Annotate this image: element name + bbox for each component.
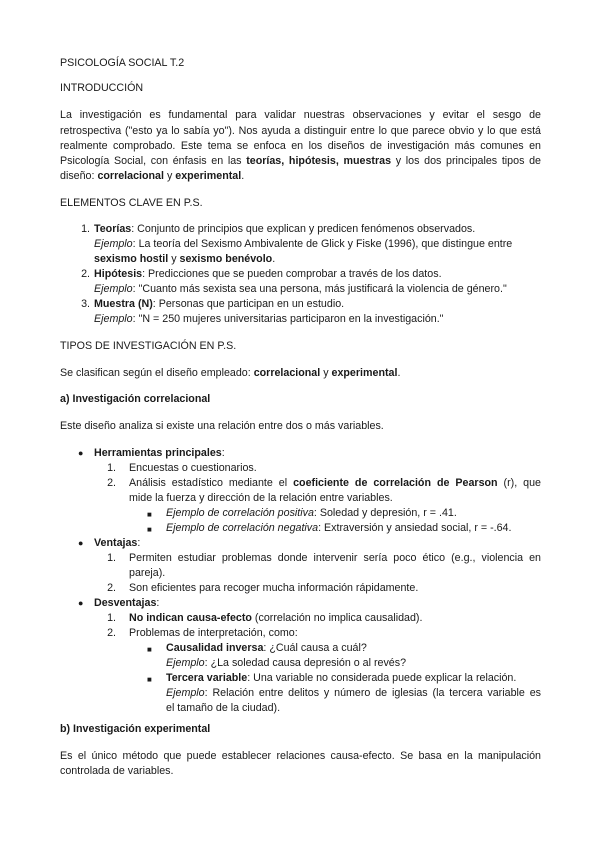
list-item: Son eficientes para recoger mucha información rápidamente. bbox=[129, 582, 419, 594]
example-text: : Extraversión y ansiedad social, r = -.64. bbox=[318, 522, 512, 534]
text-run: . bbox=[397, 367, 401, 379]
bold-text: correlacional bbox=[253, 367, 321, 379]
list-number: 1. bbox=[107, 612, 116, 624]
text-run: diseño: bbox=[60, 170, 98, 182]
bold-text: correlacional bbox=[97, 170, 164, 182]
intro-paragraph-line: retrospectiva ("esto ya lo sabía yo"). Nos ayuda a distinguir entre lo que parece obvio y lo que está bbox=[60, 125, 541, 137]
example-label: Ejemplo de correlación negativa bbox=[166, 522, 319, 534]
text-run: y los dos principales tipos de bbox=[391, 155, 541, 167]
intro-paragraph-line: La investigación es fundamental para validar nuestras observaciones y evitar el sesgo de bbox=[60, 109, 541, 121]
bold-text: Tercera variable bbox=[166, 672, 248, 684]
list-item-continuation: pareja). bbox=[129, 567, 166, 579]
bold-text: sexismo hostil bbox=[94, 253, 169, 265]
bold-text: Desventajas bbox=[94, 597, 157, 609]
bold-text: Causalidad inversa bbox=[166, 642, 264, 654]
example-line bbox=[94, 312, 443, 327]
experimental-paragraph-line: controlada de variables. bbox=[60, 765, 174, 777]
experimental-heading: b) Investigación experimental bbox=[60, 723, 211, 735]
text-run: Se clasifican según el diseño empleado: bbox=[60, 367, 254, 379]
example-line bbox=[166, 686, 541, 701]
example-label: Ejemplo bbox=[166, 687, 205, 699]
text-run: y bbox=[168, 253, 180, 265]
list-number: 3. bbox=[81, 298, 90, 310]
correlacional-description: Este diseño analiza si existe una relación entre dos o más variables. bbox=[60, 420, 384, 432]
intro-heading: INTRODUCCIÓN bbox=[60, 82, 144, 94]
text-run: : bbox=[221, 447, 225, 459]
text-run: y bbox=[320, 367, 332, 379]
intro-paragraph-line bbox=[60, 154, 541, 169]
correlacional-heading: a) Investigación correlacional bbox=[60, 393, 211, 405]
text-run: : bbox=[137, 537, 141, 549]
text-run: : bbox=[156, 597, 160, 609]
example-line bbox=[94, 252, 275, 267]
term-label: Teorías bbox=[94, 223, 132, 235]
example-line bbox=[166, 656, 406, 671]
elementos-heading: ELEMENTOS CLAVE EN P.S. bbox=[60, 197, 203, 209]
example-text: : "Cuanto más sexista sea una persona, más justificará la violencia de género." bbox=[132, 283, 507, 295]
bullet-square-icon: ■ bbox=[147, 675, 152, 684]
bold-text: Ventajas bbox=[94, 537, 138, 549]
list-item: Permiten estudiar problemas donde intervenir sería poco ético (e.g., violencia en bbox=[129, 552, 541, 564]
list-item: Encuestas o cuestionarios. bbox=[129, 462, 257, 474]
text-run: : Una variable no considerada puede explicar la relación. bbox=[247, 672, 517, 684]
bullet-dot-icon: ● bbox=[78, 598, 84, 608]
term-description: : Personas que participan en un estudio. bbox=[152, 298, 345, 310]
sub-list-item bbox=[166, 671, 516, 686]
example-label: Ejemplo bbox=[166, 657, 205, 669]
bullet-heading bbox=[94, 446, 225, 461]
bold-text: experimental bbox=[331, 367, 398, 379]
bullet-square-icon: ■ bbox=[147, 645, 152, 654]
example-text: : ¿La soledad causa depresión o al revés? bbox=[204, 657, 407, 669]
sub-list-item bbox=[166, 641, 367, 656]
list-number: 2. bbox=[107, 627, 116, 639]
term-description: : Conjunto de principios que explican y predicen fenómenos observados. bbox=[131, 223, 476, 235]
list-item bbox=[94, 222, 475, 237]
list-item bbox=[129, 611, 422, 626]
list-item bbox=[94, 267, 442, 282]
example-text: : Soledad y depresión, r = .41. bbox=[313, 507, 457, 519]
bullet-dot-icon: ● bbox=[78, 448, 84, 458]
list-number: 2. bbox=[81, 268, 90, 280]
term-label: Hipótesis bbox=[94, 268, 143, 280]
bullet-square-icon: ■ bbox=[147, 525, 152, 534]
text-run: . bbox=[241, 170, 245, 182]
bold-text: coeficiente de correlación de Pearson bbox=[293, 477, 498, 489]
example-text: : La teoría del Sexismo Ambivalente de Glick y Fiske (1996), que distingue entre bbox=[132, 238, 513, 250]
bold-text: sexismo benévolo bbox=[179, 253, 273, 265]
text-run: : ¿Cuál causa a cuál? bbox=[263, 642, 367, 654]
tipos-intro bbox=[60, 366, 400, 381]
term-description: : Predicciones que se pueden comprobar a través de los datos. bbox=[142, 268, 442, 280]
bullet-heading bbox=[94, 596, 159, 611]
text-run: (r), que bbox=[497, 477, 542, 489]
example-label: Ejemplo bbox=[94, 238, 133, 250]
example-text: : Relación entre delitos y número de iglesias (la tercera variable es bbox=[204, 687, 541, 699]
list-item bbox=[129, 476, 541, 491]
text-run: (correlación no implica causalidad). bbox=[251, 612, 423, 624]
list-number: 1. bbox=[107, 462, 116, 474]
example-line-continuation: el tamaño de la ciudad). bbox=[166, 702, 281, 714]
text-run: Análisis estadístico mediante el bbox=[129, 477, 294, 489]
list-number: 2. bbox=[107, 477, 116, 489]
example-line bbox=[94, 237, 512, 252]
bold-text: Herramientas principales bbox=[94, 447, 222, 459]
list-number: 2. bbox=[107, 582, 116, 594]
bold-text: No indican causa-efecto bbox=[129, 612, 252, 624]
example-label: Ejemplo bbox=[94, 283, 133, 295]
list-item: Problemas de interpretación, como: bbox=[129, 627, 298, 639]
list-item bbox=[94, 297, 344, 312]
experimental-paragraph-line: Es el único método que puede establecer relaciones causa-efecto. Se basa en la manipulación bbox=[60, 750, 541, 762]
bullet-square-icon: ■ bbox=[147, 510, 152, 519]
list-item-continuation: mide la fuerza y dirección de la relación entre variables. bbox=[129, 492, 393, 504]
example-label: Ejemplo bbox=[94, 313, 133, 325]
bold-text: experimental bbox=[175, 170, 242, 182]
tipos-heading: TIPOS DE INVESTIGACIÓN EN P.S. bbox=[60, 340, 237, 352]
list-number: 1. bbox=[81, 223, 90, 235]
bullet-heading bbox=[94, 536, 140, 551]
text-run: . bbox=[272, 253, 276, 265]
example-line bbox=[94, 282, 507, 297]
sub-list-item bbox=[166, 506, 457, 521]
intro-paragraph-line bbox=[60, 169, 244, 184]
example-label: Ejemplo de correlación positiva bbox=[166, 507, 314, 519]
text-run: y bbox=[163, 170, 176, 182]
intro-paragraph-line: realmente comprobado. Este tema se enfoca en los diseños de investigación más comunes en bbox=[60, 140, 541, 152]
bold-text: teorías, hipótesis, muestras bbox=[246, 155, 392, 167]
sub-list-item bbox=[166, 521, 511, 536]
text-run: Psicología Social, con énfasis en las bbox=[60, 155, 247, 167]
term-label: Muestra (N) bbox=[94, 298, 153, 310]
bullet-dot-icon: ● bbox=[78, 538, 84, 548]
list-number: 1. bbox=[107, 552, 116, 564]
document-title: PSICOLOGÍA SOCIAL T.2 bbox=[60, 57, 185, 69]
example-text: : "N = 250 mujeres universitarias participaron en la investigación." bbox=[132, 313, 444, 325]
